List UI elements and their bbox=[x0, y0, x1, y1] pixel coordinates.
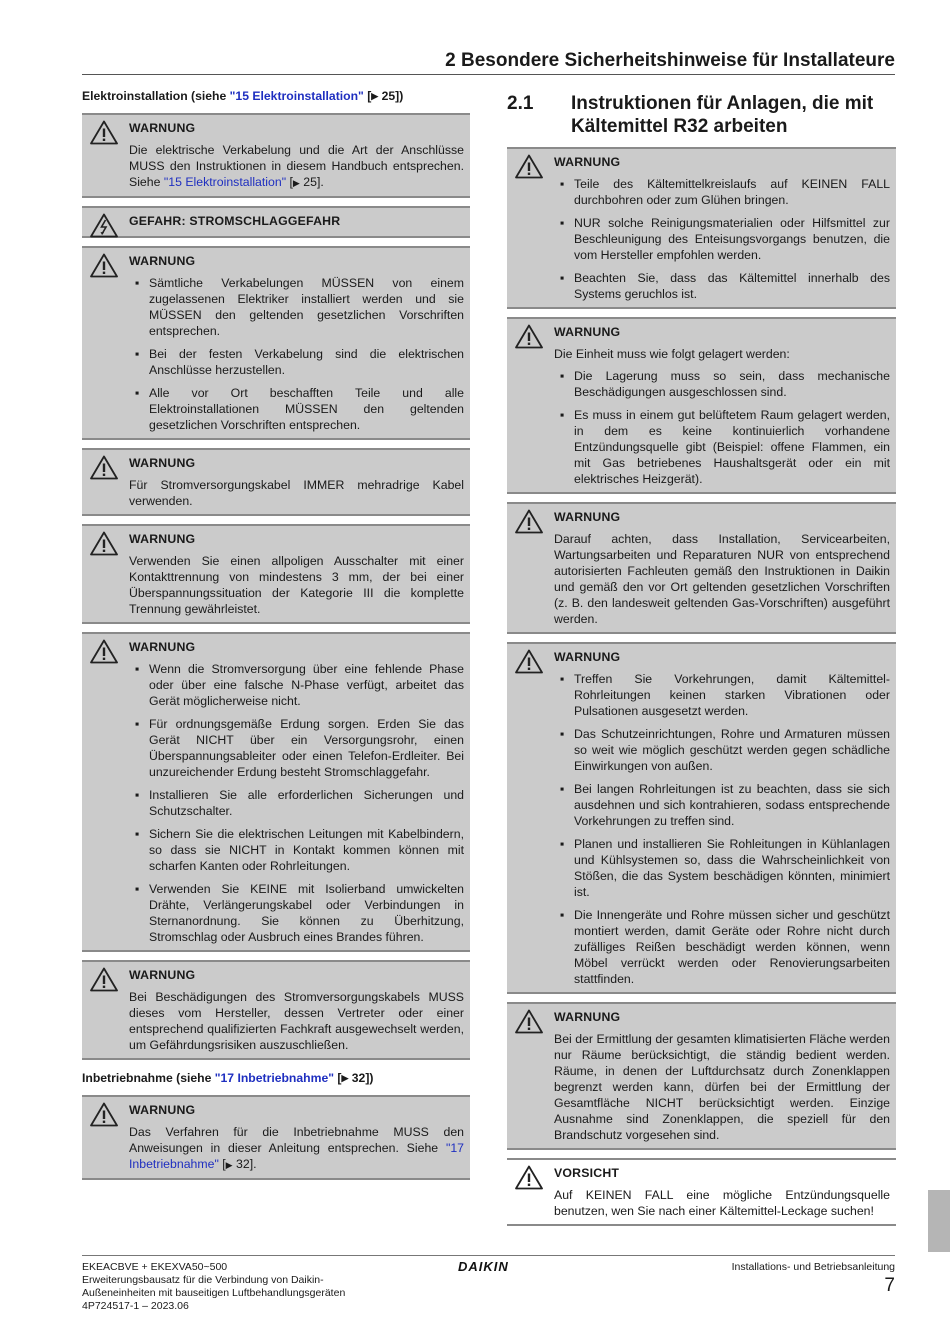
right-column bbox=[507, 92, 896, 1234]
warning-box bbox=[507, 502, 896, 634]
warning-box bbox=[507, 317, 896, 494]
warning-box bbox=[82, 113, 470, 198]
left-column bbox=[82, 88, 470, 1188]
warning-label: WARNUNG bbox=[554, 155, 621, 169]
warning-triangle-icon bbox=[90, 1102, 118, 1127]
caution-box bbox=[507, 1158, 896, 1226]
warning-text: Bei Beschädigungen des Stromversorgungskabels MUSS dieses vom Hersteller, dessen Vertreter oder einer entsprechend qualifizierten Fachkraft ausgewechselt werden, um Gefährdungsrisiken auszuschließen. bbox=[129, 990, 464, 1052]
link-inbetriebnahme[interactable]: "17 Inbetriebnahme" bbox=[129, 1141, 464, 1171]
warning-triangle-icon bbox=[90, 120, 118, 145]
warning-text: Das Verfahren für die Inbetriebnahme MUSS den Anweisungen in dieser Anleitung entsprechen. Siehe "17 Inbetriebnahme" [▶ 32]. bbox=[129, 1125, 464, 1171]
list-item: ▪ Treffen Sie Vorkehrungen, damit Kältemittel-Rohrleitungen keinen starken Vibrationen oder Pulsationen ausgesetzt werden. bbox=[560, 672, 890, 718]
warning-box bbox=[82, 632, 470, 952]
warning-list bbox=[554, 176, 890, 302]
warning-box bbox=[82, 524, 470, 624]
list-item: ▪ Sämtliche Verkabelungen MÜSSEN von einem zugelassenen Elektriker installiert werden und sie MÜSSEN den geltenden gesetzlichen Vorschriften entsprechen. bbox=[135, 276, 464, 338]
subheading-inbetriebnahme: Inbetriebnahme (siehe "17 Inbetriebnahme" [▶ 32]) bbox=[82, 1071, 374, 1085]
warning-triangle-icon bbox=[90, 253, 118, 278]
warning-label: WARNUNG bbox=[129, 532, 196, 546]
page-number: 7 bbox=[884, 1275, 895, 1296]
link-elektroinstallation[interactable]: "15 Elektroinstallation" bbox=[163, 175, 287, 189]
list-item: ▪ NUR solche Reinigungsmaterialien oder Hilfsmittel zur Beschleunigung des Enteisungsvorgangs benutzen, die vom Hersteller empfohlen werden. bbox=[560, 216, 890, 262]
warning-triangle-icon bbox=[515, 154, 543, 179]
warning-label: WARNUNG bbox=[129, 456, 196, 470]
warning-text: Die Einheit muss wie folgt gelagert werden: bbox=[554, 347, 790, 361]
warning-label: WARNUNG bbox=[554, 1010, 621, 1024]
warning-label: WARNUNG bbox=[129, 968, 196, 982]
warning-box bbox=[507, 642, 896, 994]
warning-label: WARNUNG bbox=[129, 121, 196, 135]
warning-text: Darauf achten, dass Installation, Servicearbeiten, Wartungsarbeiten und Reparaturen NUR von entsprechend autorisierten Fachleuten gemäß den Instruktionen in Daikin und gemäß den vor Ort geltenden gesetzlichen Vorschriften (z. B. den landesweit geltenden Gas-Vorschriften) ausgeführt werden. bbox=[554, 532, 890, 626]
page-ref-arrow-icon: ▶ bbox=[341, 1073, 349, 1083]
warning-label: WARNUNG bbox=[554, 650, 621, 664]
warning-box bbox=[507, 1002, 896, 1150]
page-header-title: 2 Besondere Sicherheitshinweise für Installateure bbox=[445, 50, 895, 71]
list-item: ▪ Wenn die Stromversorgung über eine fehlende Phase oder über eine falsche N-Phase verfügt, arbeitet das Gerät möglicherweise nicht. bbox=[135, 662, 464, 708]
warning-label: WARNUNG bbox=[554, 325, 621, 339]
warning-box bbox=[82, 960, 470, 1060]
danger-label: GEFAHR: STROMSCHLAGGEFAHR bbox=[129, 214, 341, 228]
section-title: Instruktionen für Anlagen, die mit Kältemittel R32 arbeiten bbox=[571, 93, 874, 137]
footer-rule bbox=[82, 1255, 895, 1256]
page-ref-arrow-icon: ▶ bbox=[371, 91, 379, 101]
warning-triangle-icon bbox=[515, 1009, 543, 1034]
danger-box bbox=[82, 206, 470, 238]
warning-list bbox=[129, 275, 464, 433]
warning-text: Die elektrische Verkabelung und die Art der Anschlüsse MUSS den Instruktionen in diesem Handbuch entsprechen. Siehe "15 Elektroinstallation" [▶ 25]. bbox=[129, 143, 464, 189]
warning-label: WARNUNG bbox=[129, 640, 196, 654]
section-number: 2.1 bbox=[507, 93, 534, 114]
warning-label: WARNUNG bbox=[554, 510, 621, 524]
header-rule bbox=[82, 74, 895, 75]
list-item: ▪ Alle vor Ort beschafften Teile und alle Elektroinstallationen MÜSSEN den geltenden gesetzlichen Vorschriften entsprechen. bbox=[135, 386, 464, 432]
subheading-elektroinstallation: Elektroinstallation (siehe "15 Elektroinstallation" [▶ 25]) bbox=[82, 89, 404, 103]
list-item: ▪ Für ordnungsgemäße Erdung sorgen. Erden Sie das Gerät NICHT über ein Versorgungsrohr, einen Überspannungsableiter oder einen Telefon-Erdleiter. Bei unzureichender Erdung besteht Stromschlaggefahr. bbox=[135, 717, 464, 779]
list-item: ▪ Sichern Sie die elektrischen Leitungen mit Kabelbindern, so dass sie NICHT in Kontakt kommen können mit scharfen Kanten oder Rohrleitungen. bbox=[135, 827, 464, 873]
warning-text: Für Stromversorgungskabel IMMER mehradrige Kabel verwenden. bbox=[129, 478, 464, 508]
footer-doc-type: Installations- und Betriebsanleitung bbox=[731, 1261, 895, 1273]
warning-triangle-icon bbox=[90, 639, 118, 664]
page-ref-arrow-icon: ▶ bbox=[292, 178, 300, 188]
list-item: ▪ Es muss in einem gut belüftetem Raum gelagert werden, in dem es keine kontinuierlich vorhandene Entzündungsquelle gibt (Beispiel: offene Flammen, ein mit Gas betriebenes Haushaltsgerät oder ein mit elektrisches Heizgerät). bbox=[560, 408, 890, 486]
link-elektroinstallation[interactable]: "15 Elektroinstallation" bbox=[229, 89, 364, 103]
list-item: ▪ Die Innengeräte und Rohre müssen sicher und geschützt montiert werden, damit Geräte oder Rohre nicht durch zufälliges Reißen beschädigt werden können, wenn Möbel verrückt werden oder Renovierungsarbeiten stattfinden. bbox=[560, 908, 890, 986]
list-item: ▪ Bei der festen Verkabelung sind die elektrischen Anschlüsse herzustellen. bbox=[135, 347, 464, 377]
warning-text: Verwenden Sie einen allpoligen Ausschalter mit einer Kontakttrennung von mindestens 3 mm, der bei einer Überspannungssituation der Kategorie III die komplette Trennung gewährleistet. bbox=[129, 554, 464, 616]
list-item: ▪ Verwenden Sie KEINE mit Isolierband umwickelten Drähte, Verlängerungskabel oder Verbindungen in Sternanordnung. Sie können zu Überhitzung, Stromschlag oder Ausbruch eines Brandes führen. bbox=[135, 882, 464, 944]
list-item: ▪ Bei langen Rohrleitungen ist zu beachten, dass sie sich ausdehnen und sich kontrahieren, sodass entsprechende Vorkehrungen zu treffen sind. bbox=[560, 782, 890, 828]
warning-triangle-icon bbox=[90, 531, 118, 556]
list-item: ▪ Die Lagerung muss so sein, dass mechanische Beschädigungen ausgeschlossen sind. bbox=[560, 369, 890, 399]
warning-triangle-icon bbox=[515, 509, 543, 534]
caution-label: VORSICHT bbox=[554, 1166, 620, 1180]
list-item: ▪ Planen und installieren Sie Rohleitungen in Kühlanlagen und Kühlsystemen so, dass die Wahrscheinlichkeit von Stößen, die das System beschädigen könnten, minimiert ist. bbox=[560, 837, 890, 899]
section-heading bbox=[507, 92, 896, 138]
chapter-tab bbox=[928, 1190, 950, 1252]
list-item: ▪ Das Schutzeinrichtungen, Rohre und Armaturen müssen so weit wie möglich geschützt werden gegen schädliche Einwirkungen von außen. bbox=[560, 727, 890, 773]
footer-product-info: EKEACBVE + EKEXVA50~500 Erweiterungsbausatz für die Verbindung von Daikin- Außeneinheiten mit bauseitigen Luftbehandlungsgeräten 4P724517-1 – 2023.06 bbox=[82, 1261, 346, 1312]
warning-label: WARNUNG bbox=[129, 254, 196, 268]
warning-triangle-icon bbox=[515, 649, 543, 674]
list-item: ▪ Beachten Sie, dass das Kältemittel innerhalb des Systems geruchlos ist. bbox=[560, 271, 890, 301]
warning-list bbox=[554, 671, 890, 987]
warning-triangle-icon bbox=[515, 324, 543, 349]
list-item: ▪ Teile des Kältemittelkreislaufs auf KEINEN FALL durchbohren oder zum Glühen bringen. bbox=[560, 177, 890, 207]
warning-text: Bei der Ermittlung der gesamten klimatisierten Fläche werden nur Räume berücksichtigt, die ständig bedient werden. Räume, in denen der Luftdurchsatz durch Zonenklappen begrenzt werden kann, dürfen bei der Ermittlung der Gesamtfläche NICHT berücksichtigt werden. Einzige Ausnahme sind Zonenklappen, die speziell für den Brandschutz vorgesehen sind. bbox=[554, 1032, 890, 1142]
warning-triangle-icon bbox=[515, 1165, 543, 1190]
page-ref-arrow-icon: ▶ bbox=[225, 1160, 233, 1170]
warning-box bbox=[82, 246, 470, 440]
warning-list bbox=[129, 661, 464, 945]
caution-text: Auf KEINEN FALL eine mögliche Entzündungsquelle benutzen, wen Sie nach einer Kältemittel-Leckage suchen! bbox=[554, 1188, 890, 1218]
list-item: ▪ Installieren Sie alle erforderlichen Sicherungen und Schutzschalter. bbox=[135, 788, 464, 818]
warning-list bbox=[554, 368, 890, 487]
daikin-logo: DAIKIN bbox=[458, 1259, 509, 1274]
warning-label: WARNUNG bbox=[129, 1103, 196, 1117]
electric-shock-icon bbox=[90, 213, 118, 238]
link-inbetriebnahme[interactable]: "17 Inbetriebnahme" bbox=[214, 1071, 334, 1085]
warning-box bbox=[82, 1095, 470, 1180]
warning-triangle-icon bbox=[90, 455, 118, 480]
warning-box bbox=[82, 448, 470, 516]
warning-triangle-icon bbox=[90, 967, 118, 992]
warning-box bbox=[507, 147, 896, 309]
